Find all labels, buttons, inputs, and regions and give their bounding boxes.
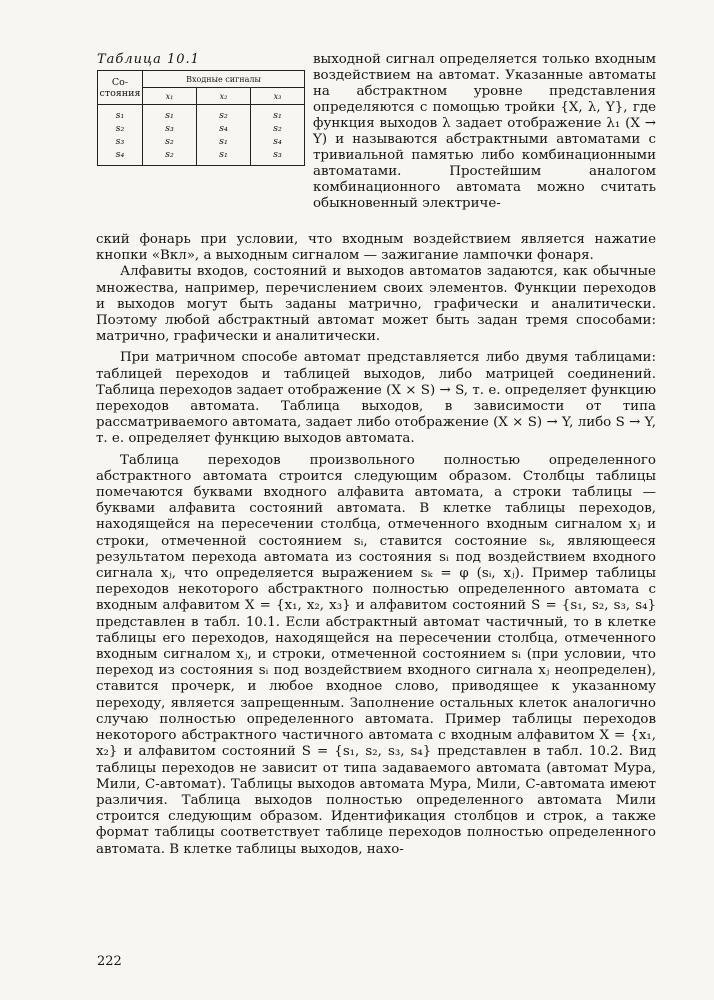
right-column-text [313,52,656,212]
table-caption: Таблица 10.1 [97,52,200,67]
paragraph-4: Таблица переходов произвольного полностью определенного абстрактного автомата строится следующим образом. Столбцы таблицы помечаются буквами входного алфавита автомата, а строки таблицы — буквами алфавита состояний автомата. В клетке таблицы переходов, находящейся на пересечении столбца, отмеченного входным сигналом xⱼ и строки, отмеченной состоянием sᵢ, ставится состояние sₖ, являющееся результатом перехода автомата из состояния sᵢ под воздействием входного сигнала xⱼ, что определяется выражением sₖ = φ (sᵢ, xⱼ). Пример таблицы переходов некоторого абстрактного полностью определенного автомата с входным алфавитом X = {x₁, x₂, x₃} и алфавитом состояний S = {s₁, s₂, s₃, s₄} представлен в табл. 10.1. Если абстрактный автомат частичный, то в клетке таблицы его переходов, находящейся на пересечении столбца, отмеченного входным сигналом xⱼ, и строки, отмеченной состоянием sᵢ (при условии, что переход из состояния sᵢ под воздействием входного сигнала xⱼ неопределен), ставится прочерк, и любое входное слово, приводящее к указанному переходу, является запрещенным. Заполнение остальных клеток аналогично случаю полностью определенного автомата. Пример таблицы переходов некоторого абстрактного частичного автомата с входным алфавитом X = {x₁, x₂} и алфавитом состояний S = {s₁, s₂, s₃, s₄} представлен в табл. 10.2. Вид таблицы переходов не зависит от типа задаваемого автомата (автомат Мура, Мили, С-автомат). Таблицы выходов автомата Мура, Мили, С-автомата имеют различия. Таблица выходов полностью определенного автомата Мили строится следующим образом. Идентификация столбцов и строк, а также формат таблицы соответствует таблице переходов полностью определенного автомата. В клетке таблицы выходов, нахо- [96,452,656,857]
header-x2: x₂ [196,88,250,105]
header-states-label: Со- стояния [99,76,141,99]
states-column: s₁ s₂ s₃ s₄ [98,105,143,166]
header-inputs: Входные сигналы [143,71,305,88]
paragraph-2: Алфавиты входов, состояний и выходов автоматов задаются, как обычные множества, например, перечислением своих элементов. Функции переходов и выходов могут быть заданы матрично, графически и аналитически. Поэтому любой абстрактный автомат может быть задан тремя способами: матрично, графически и аналитически. [96,264,656,345]
header-states [98,71,143,105]
x3-column: s₁ s₂ s₄ s₃ [250,105,304,166]
paragraph-1-continuation: ский фонарь при условии, что входным воздействием является нажатие кнопки «Вкл», а выходным сигналом — зажигание лампочки фонаря. [96,232,656,264]
page-number: 222 [97,954,122,969]
paragraph-3: При матричном способе автомат представляется либо двумя таблицами: таблицей переходов и таблицей выходов, либо матрицей соединений. Таблица переходов задает отображение (X × S) → S, т. е. определяет функцию переходов автомата. Таблица выходов, в зависимости от типа рассматриваемого автомата, задает либо отображение (X × S) → Y, либо S → Y, т. е. определяет функцию выходов автомата. [96,350,656,447]
transition-table [97,70,305,166]
main-text [96,232,656,858]
header-x1: x₁ [143,88,197,105]
header-x3: x₃ [250,88,304,105]
x2-column: s₂ s₄ s₁ s₁ [196,105,250,166]
paragraph-right: выходной сигнал определяется только входным воздействием на автомат. Указанные автоматы на абстрактном уровне представления определяются с помощью тройки {X, λ, Y}, где функция выходов λ задает отображение λ₁ (X → Y) и называются абстрактными автоматами с тривиальной памятью либо комбинационными автоматами. Простейшим аналогом комбинационного автомата можно считать обыкновенный электриче- [313,52,656,211]
x1-column: s₁ s₃ s₂ s₂ [143,105,197,166]
